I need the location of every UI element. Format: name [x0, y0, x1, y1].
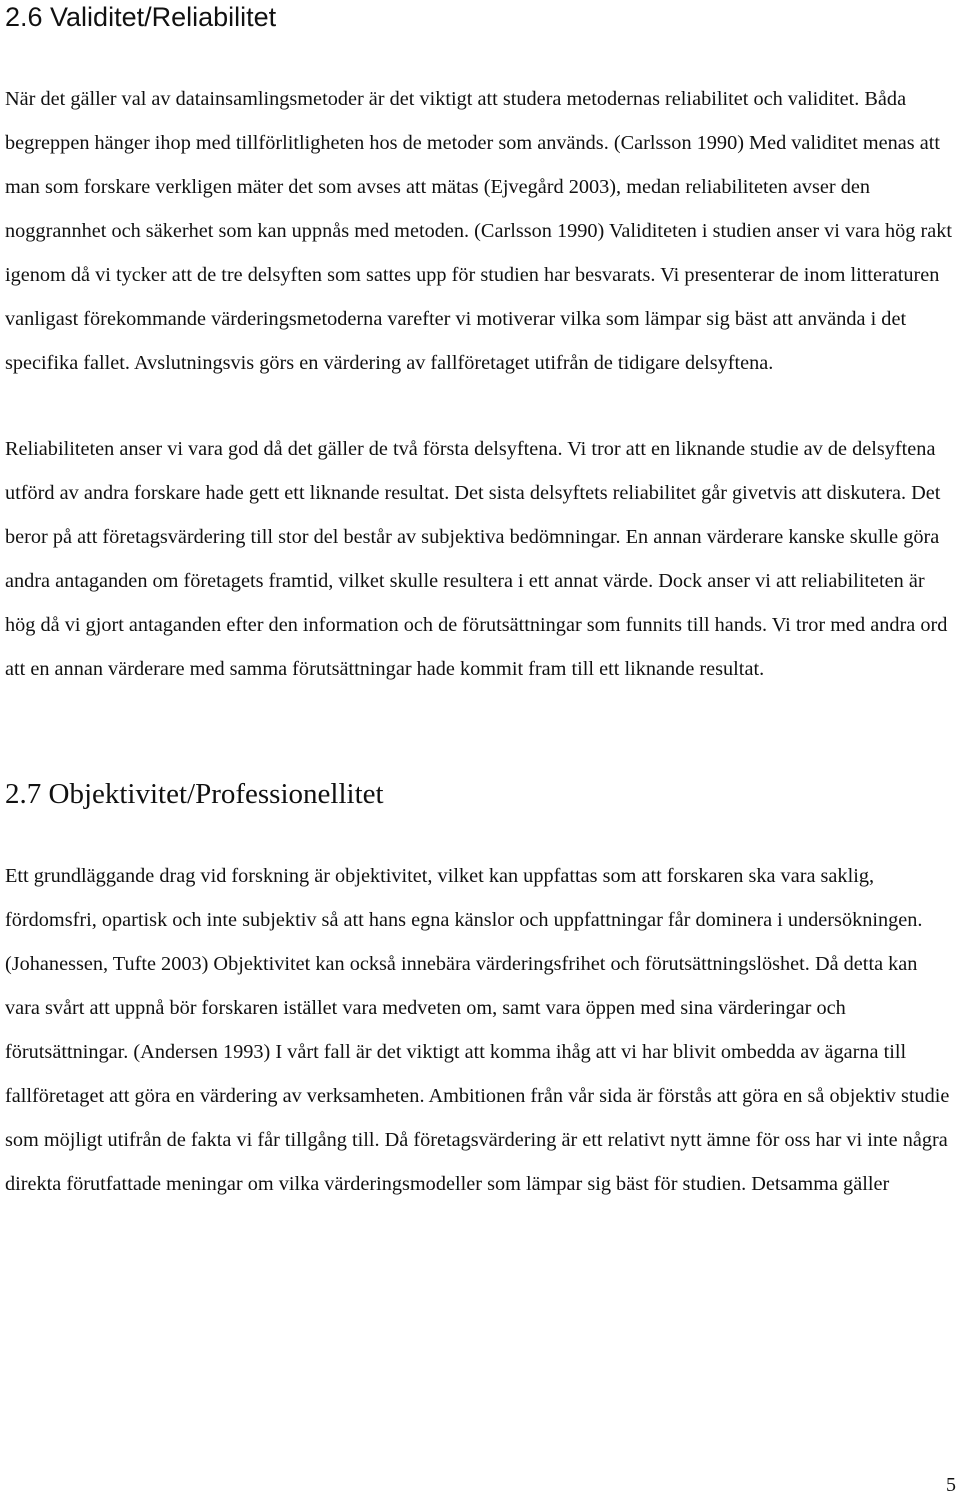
document-page	[5, 0, 957, 1206]
paragraph-validity: När det gäller val av datainsamlingsmetoder är det viktigt att studera metodernas reliabilitet och validitet. Båda begreppen hänger ihop med tillförlitligheten hos de metoder som används. (Carlsson 1990) Med validitet menas att man som forskare verkligen mäter det som avses att mätas (Ejvegård 2003), medan reliabiliteten avser den noggrannhet och säkerhet som kan uppnås med metoden. (Carlsson 1990) Validiteten i studien anser vi vara hög rakt igenom då vi tycker att de tre delsyften som sattes upp för studien har besvarats. Vi presenterar de inom litteraturen vanligast förekommande värderingsmetoderna varefter vi motiverar vilka som lämpar sig bäst att använda i det specifika fallet. Avslutningsvis görs en värdering av fallföretaget utifrån de tidigare delsyftena.	[5, 88, 952, 374]
paragraph-reliability: Reliabiliteten anser vi vara god då det gäller de två första delsyftena. Vi tror att en liknande studie av de delsyftena utförd av andra forskare hade gett ett liknande resultat. Det sista delsyftets reliabilitet går givetvis att diskutera. Det beror på att företagsvärdering till stor del består av subjektiva bedömningar. En annan värderare kanske skulle göra andra antaganden om företagets framtid, vilket skulle resultera i ett annat värde. Dock anser vi att reliabiliteten är hög då vi gjort antaganden efter den information och de förutsättningar som funnits till hands. Vi tror med andra ord att en annan värderare med samma förutsättningar hade kommit fram till ett liknande resultat.	[5, 438, 948, 680]
section-heading-objectivity: 2.7 Objektivitet/Professionellitet	[5, 778, 384, 810]
section-heading-validity: 2.6 Validitet/Reliabilitet	[5, 2, 277, 32]
page-number: 5	[946, 1474, 956, 1496]
paragraph-objectivity: Ett grundläggande drag vid forskning är objektivitet, vilket kan uppfattas som att forskaren ska vara saklig, fördomsfri, opartisk och inte subjektiv så att hans egna känslor och uppfattningar får dominera i undersökningen. (Johanessen, Tufte 2003) Objektivitet kan också innebära värderingsfrihet och förutsättningslöshet. Då detta kan vara svårt att uppnå bör forskaren istället vara medveten om, samt vara öppen med sina värderingar och förutsättningar. (Andersen 1993) I vårt fall är det viktigt att komma ihåg att vi har blivit ombedda av ägarna till fallföretaget att göra en värdering av verksamheten. Ambitionen från vår sida är förstås att göra en så objektiv studie som möjligt utifrån de fakta vi får tillgång till. Då företagsvärdering är ett relativt nytt ämne för oss har vi inte några direkta förutfattade meningar om vilka värderingsmodeller som lämpar sig bäst för studien. Detsamma gäller	[5, 865, 950, 1195]
